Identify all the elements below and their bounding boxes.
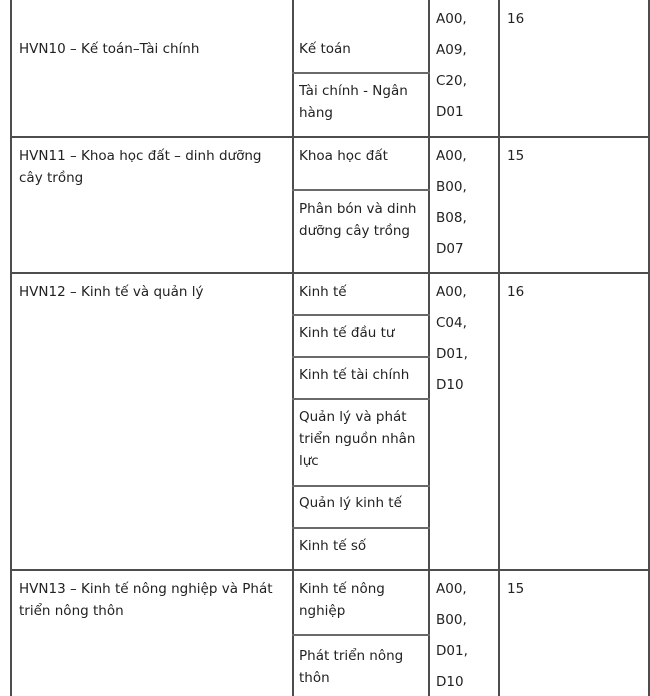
major-name: Kinh tế đầu tư — [299, 325, 395, 341]
subject-combo: A00, — [436, 581, 467, 597]
group-name: HVN10 – Kế toán–Tài chính — [19, 41, 200, 57]
major-separator — [292, 634, 430, 636]
major-separator — [292, 314, 430, 316]
group-name: HVN12 – Kinh tế và quản lý — [19, 284, 204, 300]
row-separator — [10, 136, 650, 138]
subject-combo: A00, — [436, 11, 467, 27]
subject-combo: B00, — [436, 179, 467, 195]
row-separator — [10, 272, 650, 274]
group-name: HVN13 – Kinh tế nông nghiệp và Phát triển nông thôn — [19, 581, 277, 619]
major-name: Kế toán — [299, 41, 351, 57]
cutoff-score: 15 — [507, 581, 525, 597]
cutoff-score: 16 — [507, 11, 525, 27]
subject-combo: D10 — [436, 674, 464, 690]
subject-combo: A00, — [436, 148, 467, 164]
major-name: Quản lý và phát triển nguồn nhân lực — [299, 409, 420, 469]
major-separator — [292, 356, 430, 358]
subject-combo: A09, — [436, 42, 467, 58]
major-separator — [292, 485, 430, 487]
major-separator — [292, 72, 430, 74]
subject-combo: D01, — [436, 346, 468, 362]
major-separator — [292, 398, 430, 400]
major-separator — [292, 189, 430, 191]
subject-combo: B00, — [436, 612, 467, 628]
row-separator — [10, 569, 650, 571]
major-separator — [292, 527, 430, 529]
major-name: Quản lý kinh tế — [299, 495, 402, 511]
subject-combo: D10 — [436, 377, 464, 393]
major-name: Kinh tế số — [299, 538, 367, 554]
subject-combo: D01 — [436, 104, 464, 120]
major-name: Khoa học đất — [299, 148, 388, 164]
subject-combo: D07 — [436, 241, 464, 257]
major-name: Kinh tế nông nghiệp — [299, 581, 390, 619]
major-name: Tài chính - Ngân hàng — [299, 83, 413, 121]
table-border-left — [10, 0, 12, 696]
column-divider-group — [292, 0, 294, 696]
major-name: Kinh tế tài chính — [299, 367, 410, 383]
subject-combo: D01, — [436, 643, 468, 659]
subject-combo: A00, — [436, 284, 467, 300]
column-divider-combo — [498, 0, 500, 696]
major-name: Phát triển nông thôn — [299, 648, 408, 686]
column-divider-major — [428, 0, 430, 696]
subject-combo: B08, — [436, 210, 467, 226]
subject-combo: C04, — [436, 315, 467, 331]
cutoff-score: 16 — [507, 284, 525, 300]
major-name: Phân bón và dinh dưỡng cây trồng — [299, 201, 421, 239]
subject-combo: C20, — [436, 73, 467, 89]
group-name: HVN11 – Khoa học đất – dinh dưỡng cây trồng — [19, 148, 266, 186]
cutoff-score: 15 — [507, 148, 525, 164]
major-name: Kinh tế — [299, 284, 347, 300]
